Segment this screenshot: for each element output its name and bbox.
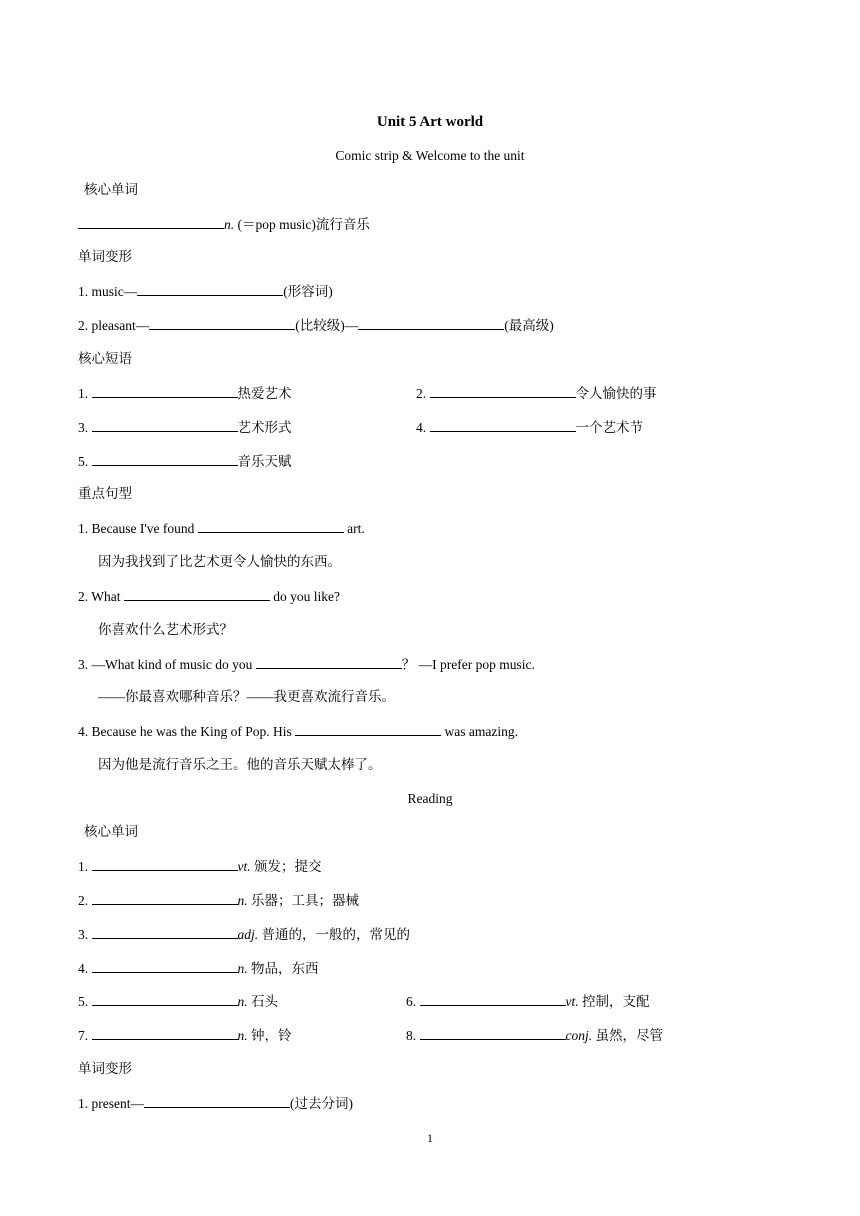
reading-word-6: 6. vt. 控制，支配 <box>406 994 650 1009</box>
word-form-2: 2. pleasant— (比较级)— (最高级) <box>78 318 554 333</box>
heading-word-forms-reading: 单词变形 <box>78 1061 132 1076</box>
answer-blank[interactable] <box>92 418 238 432</box>
reading-word-5: 5. n. 石头 <box>78 994 278 1009</box>
answer-blank[interactable] <box>430 418 576 432</box>
reading-word-4: 4. n. 物品，东西 <box>78 961 319 976</box>
phrase-2: 2. 令人愉快的事 <box>416 386 657 401</box>
reading-word-2: 2. n. 乐器；工具；器械 <box>78 893 359 908</box>
word-form-1: 1. music— (形容词) <box>78 284 333 299</box>
answer-blank[interactable] <box>92 1026 238 1040</box>
heading-word-forms: 单词变形 <box>78 249 132 264</box>
sentence-4-translation: 因为他是流行音乐之王。他的音乐天赋太棒了。 <box>98 757 382 772</box>
reading-word-8: 8. conj. 虽然，尽管 <box>406 1028 663 1043</box>
answer-blank[interactable] <box>92 891 238 905</box>
answer-blank[interactable] <box>92 452 238 466</box>
sentence-1: 1. Because I've found art. <box>78 521 365 536</box>
section-heading-comic-strip: Comic strip & Welcome to the unit <box>335 148 525 163</box>
sentence-4: 4. Because he was the King of Pop. His was amazing. <box>78 724 518 739</box>
answer-blank[interactable] <box>420 992 566 1006</box>
page-number: 1 <box>427 1131 433 1145</box>
answer-blank[interactable] <box>430 384 576 398</box>
phrase-1: 1. 热爱艺术 <box>78 386 292 401</box>
answer-blank[interactable] <box>295 722 441 736</box>
page-title: Unit 5 Art world <box>376 114 484 130</box>
answer-blank[interactable] <box>256 655 402 669</box>
heading-phrases: 核心短语 <box>78 351 132 366</box>
heading-core-words: 核心单词 <box>84 182 138 197</box>
answer-blank[interactable] <box>420 1026 566 1040</box>
core-word-line <box>78 215 370 234</box>
answer-blank[interactable] <box>92 384 238 398</box>
section-heading-reading: Reading <box>407 791 453 806</box>
sentence-3-translation: ——你最喜欢哪种音乐？——我更喜欢流行音乐。 <box>98 689 395 704</box>
part-of-speech: n. <box>224 217 235 232</box>
answer-blank[interactable] <box>124 587 270 601</box>
phrase-4: 4. 一个艺术节 <box>416 420 643 435</box>
answer-blank[interactable] <box>92 959 238 973</box>
phrase-5: 5. 音乐天赋 <box>78 454 292 469</box>
heading-sentences: 重点句型 <box>78 486 132 501</box>
answer-blank[interactable] <box>198 519 344 533</box>
sentence-3: 3. —What kind of music do you ？ —I prefer pop music. <box>78 657 535 672</box>
sentence-1-translation: 因为我找到了比艺术更令人愉快的东西。 <box>98 554 341 569</box>
answer-blank[interactable] <box>92 992 238 1006</box>
word-form-reading-1: 1. present— (过去分词) <box>78 1096 353 1111</box>
answer-blank[interactable] <box>149 316 295 330</box>
answer-blank[interactable] <box>137 282 283 296</box>
phrase-3: 3. 艺术形式 <box>78 420 292 435</box>
answer-blank[interactable] <box>144 1094 290 1108</box>
answer-blank[interactable] <box>92 857 238 871</box>
answer-blank[interactable] <box>78 215 224 229</box>
reading-word-3: 3. adj. 普通的，一般的，常见的 <box>78 927 411 942</box>
sentence-2-translation: 你喜欢什么艺术形式？ <box>98 622 233 637</box>
reading-word-1: 1. vt. 颁发；提交 <box>78 859 322 874</box>
reading-word-7: 7. n. 钟，铃 <box>78 1028 292 1043</box>
heading-core-words-reading: 核心单词 <box>84 824 138 839</box>
sentence-2: 2. What do you like? <box>78 589 340 604</box>
answer-blank[interactable] <box>92 925 238 939</box>
definition: (＝pop music)流行音乐 <box>234 217 370 232</box>
answer-blank[interactable] <box>358 316 504 330</box>
